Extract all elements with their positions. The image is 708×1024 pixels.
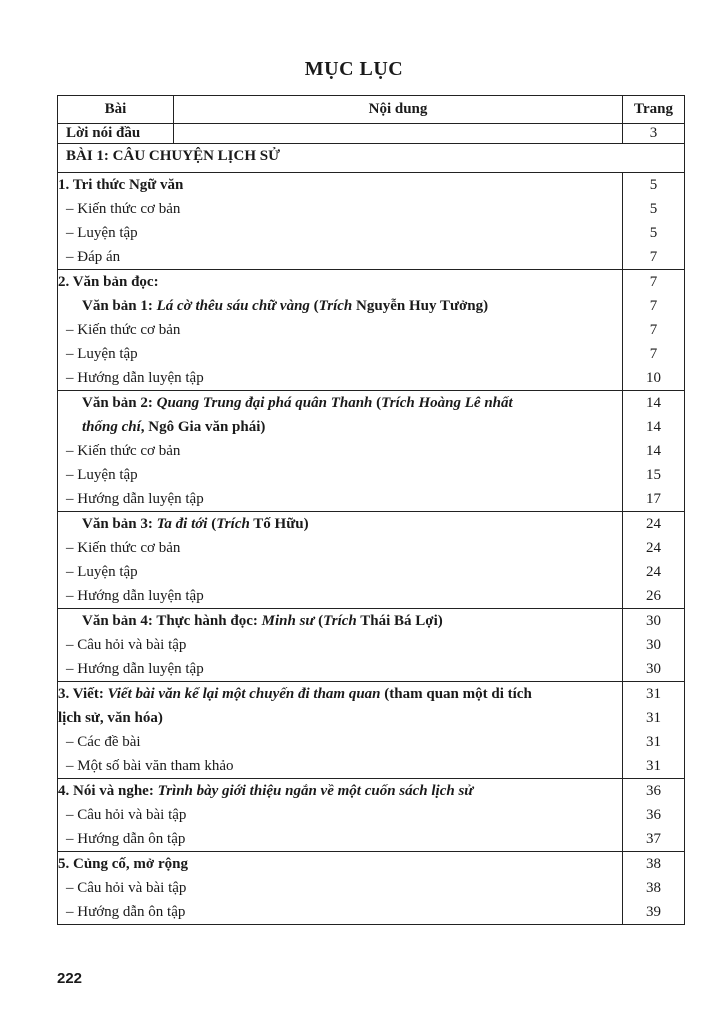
page-ref: 7: [649, 298, 658, 314]
list-item: – Hướng dẫn luyện tập: [66, 491, 204, 507]
page-ref: 24: [646, 516, 661, 532]
page-ref: 38: [646, 856, 661, 872]
table-row: [58, 124, 685, 144]
page-ref: 31: [646, 734, 661, 750]
section-title: 5. Củng cố, mở rộng: [58, 856, 188, 872]
page-ref: 14: [646, 443, 661, 459]
trich-label: Trích: [323, 613, 357, 629]
section-label: 3. Viết:: [58, 686, 108, 702]
section-4-title: [58, 779, 622, 803]
page-ref: 37: [646, 831, 661, 847]
page-ref: 26: [646, 588, 661, 604]
paren-open: (: [372, 395, 382, 411]
work-title: Trình bày giới thiệu ngắn về một cuốn sách lịch sử: [157, 783, 474, 799]
section-2-content: [58, 270, 623, 391]
section-4-pages: [623, 779, 685, 852]
page-ref: 7: [649, 322, 658, 338]
page-ref: 14: [646, 395, 661, 411]
text-label: Văn bản 1:: [82, 298, 157, 314]
intro-label: Lời nói đầu: [58, 124, 174, 144]
section-1-pages: [623, 173, 685, 270]
list-item: – Hướng dẫn ôn tập: [66, 904, 186, 920]
list-item: – Luyện tập: [66, 225, 138, 241]
page-ref: 31: [646, 710, 661, 726]
table-row: [58, 609, 685, 682]
section-3-pages: [623, 682, 685, 779]
work-title: Lá cờ thêu sáu chữ vàng: [156, 298, 310, 314]
work-title: Ta đi tới: [156, 516, 208, 532]
paren-open: (: [207, 516, 217, 532]
table-row: [58, 682, 685, 779]
page-ref: 39: [646, 904, 661, 920]
section-3-title-cont: lịch sử, văn hóa): [58, 710, 163, 726]
page-ref: 38: [646, 880, 661, 896]
section-title: 1. Tri thức Ngữ văn: [58, 177, 184, 193]
text-1-title: [58, 294, 622, 318]
table-row: [58, 852, 685, 925]
list-item: – Hướng dẫn luyện tập: [66, 661, 204, 677]
intro-page: 3: [623, 124, 685, 144]
page-ref: 15: [646, 467, 661, 483]
page-ref: 30: [646, 661, 661, 677]
list-item: – Kiến thức cơ bản: [66, 443, 181, 459]
page-ref: 36: [646, 807, 661, 823]
page-ref: 31: [646, 758, 661, 774]
text-label: Văn bản 4: Thực hành đọc:: [82, 613, 262, 629]
text-4-content: [58, 609, 623, 682]
page-title: MỤC LỤC: [304, 58, 404, 80]
table-row: [58, 779, 685, 852]
section-5-content: [58, 852, 623, 925]
page-ref: 5: [649, 177, 658, 193]
list-item: – Kiến thức cơ bản: [66, 322, 181, 338]
header-bai: Bài: [58, 96, 174, 124]
section-3-title: [58, 682, 622, 706]
page-ref: 30: [646, 613, 661, 629]
text-4-pages: [623, 609, 685, 682]
list-item: – Luyện tập: [66, 467, 138, 483]
section-label: 4. Nói và nghe:: [58, 783, 158, 799]
section-4-content: [58, 779, 623, 852]
page-ref: 31: [646, 686, 661, 702]
text-label: Văn bản 3:: [82, 516, 157, 532]
section-3-content: [58, 682, 623, 779]
page-ref: 24: [646, 564, 661, 580]
toc-table: [57, 95, 685, 925]
table-row: [58, 391, 685, 512]
list-item: – Câu hỏi và bài tập: [66, 807, 187, 823]
list-item: – Đáp án: [66, 249, 121, 265]
section-2-pages: [623, 270, 685, 391]
list-item: – Hướng dẫn luyện tập: [66, 588, 204, 604]
table-row: [58, 512, 685, 609]
table-row: [58, 270, 685, 391]
list-item: – Một số bài văn tham khảo: [66, 758, 234, 774]
list-item: – Luyện tập: [66, 346, 138, 362]
list-item: – Luyện tập: [66, 564, 138, 580]
page-ref: 5: [649, 225, 658, 241]
list-item: – Hướng dẫn luyện tập: [66, 370, 204, 386]
header-trang: Trang: [623, 96, 685, 124]
intro-content: [174, 124, 623, 144]
text-3-title: [58, 512, 622, 536]
text-2-title-cont: [58, 415, 622, 439]
list-item: – Hướng dẫn ôn tập: [66, 831, 186, 847]
author: , Ngô Gia văn phái): [140, 419, 266, 435]
trich-label: Trích: [318, 298, 353, 314]
table-row: [58, 173, 685, 270]
text-label: Văn bản 2:: [82, 395, 157, 411]
list-item: – Kiến thức cơ bản: [66, 540, 181, 556]
text-2-content: [58, 391, 623, 512]
page-ref: 10: [646, 370, 661, 386]
work-title: Quang Trung đại phá quân Thanh: [156, 395, 373, 411]
section-1-content: [58, 173, 623, 270]
unit-title: BÀI 1: CÂU CHUYỆN LỊCH SỬ: [58, 144, 685, 173]
work-title: Minh sư: [261, 613, 315, 629]
section-rest: (tham quan một di tích: [380, 686, 532, 702]
text-2-pages: [623, 391, 685, 512]
page-ref: 7: [649, 249, 658, 265]
paren-open: (: [309, 298, 319, 314]
text-2-title: [58, 391, 622, 415]
list-item: – Kiến thức cơ bản: [66, 201, 181, 217]
text-3-pages: [623, 512, 685, 609]
page-ref: 7: [649, 346, 658, 362]
header-noi-dung: Nội dung: [174, 96, 623, 124]
page-ref: 7: [649, 274, 658, 290]
text-4-title: [58, 609, 622, 633]
list-item: – Câu hỏi và bài tập: [66, 880, 187, 896]
table-row: [58, 144, 685, 173]
author: Tố Hữu): [249, 516, 309, 532]
paren-open: (: [314, 613, 324, 629]
section-5-pages: [623, 852, 685, 925]
page-ref: 36: [646, 783, 661, 799]
page-ref: 30: [646, 637, 661, 653]
list-item: – Các đề bài: [66, 734, 141, 750]
work-title: Viết bài văn kể lại một chuyến đi tham quan: [107, 686, 381, 702]
list-item: – Câu hỏi và bài tập: [66, 637, 187, 653]
trich-label: Trích: [216, 516, 250, 532]
page-number: 222: [57, 970, 83, 987]
page-ref: 14: [646, 419, 661, 435]
text-3-content: [58, 512, 623, 609]
section-title: 2. Văn bản đọc:: [58, 274, 159, 290]
table-header-row: [58, 96, 685, 124]
author: Thái Bá Lợi): [356, 613, 443, 629]
page-ref: 5: [649, 201, 658, 217]
author: Nguyễn Huy Tưởng): [352, 298, 489, 314]
trich-label-cont: thống chí: [82, 419, 141, 435]
trich-label: Trích Hoàng Lê nhất: [381, 395, 513, 411]
page-ref: 17: [646, 491, 661, 507]
page-ref: 24: [646, 540, 661, 556]
